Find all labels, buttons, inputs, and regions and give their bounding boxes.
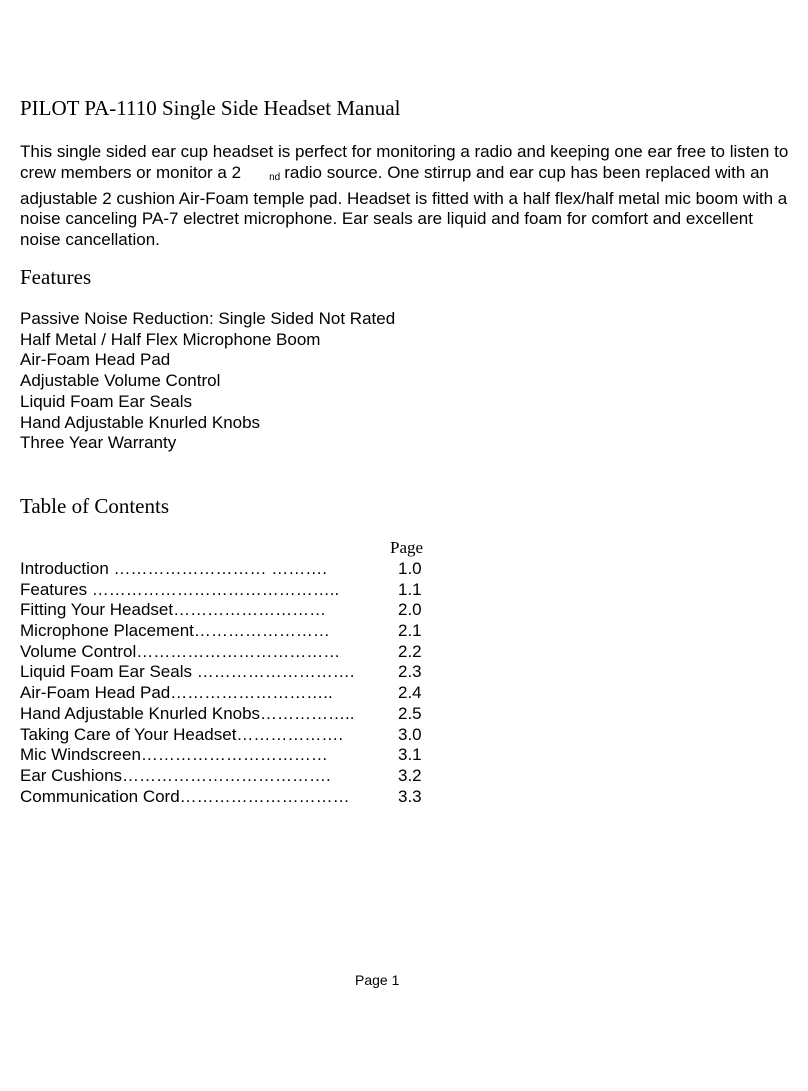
toc-entry-label: Ear Cushions………………………………. <box>20 765 331 785</box>
intro-text-part-2: radio source. One stirrup and ear cup has been replaced with an adjustable 2 cushion Air-Foam temple pad. Headset is fitted with a half flex/half metal mic boom with a noise canceling PA-7 electret microphone. Ear seals are liquid and foam for comfort and excellent noise cancellation. <box>20 162 788 250</box>
feature-item: Passive Noise Reduction: Single Sided Not Rated <box>20 309 396 328</box>
toc-entry-label: Volume Control……………………………… <box>20 641 341 661</box>
toc-entry <box>20 600 440 621</box>
feature-item: Liquid Foam Ear Seals <box>20 391 192 411</box>
toc-heading: Table of Contents <box>20 494 169 518</box>
toc-entry-page: 3.0 <box>398 724 422 744</box>
toc-page-column-header: Page <box>390 538 424 557</box>
toc-entry <box>20 766 440 787</box>
toc-entry-page: 2.1 <box>398 621 422 641</box>
ordinal-suffix: nd <box>269 171 281 183</box>
toc-entry-label: Introduction ……………………… ………. <box>20 559 328 578</box>
features-heading: Features <box>20 265 92 289</box>
feature-item: Adjustable Volume Control <box>20 371 221 391</box>
toc-entry <box>20 621 440 642</box>
toc-entry-page: 2.2 <box>398 641 422 661</box>
toc-entry-page: 2.4 <box>398 683 422 703</box>
toc-entry-page: 2.3 <box>398 662 422 682</box>
toc-entry-page: 3.1 <box>398 745 422 765</box>
toc-entry <box>20 787 440 808</box>
toc-entry-label: Liquid Foam Ear Seals ………………………. <box>20 662 355 682</box>
toc-entry <box>20 725 440 746</box>
toc-entry-label: Microphone Placement…………………… <box>20 621 330 641</box>
toc-entry-label: Taking Care of Your Headset………………. <box>20 724 344 744</box>
toc-entry <box>20 559 440 580</box>
feature-item: Hand Adjustable Knurled Knobs <box>20 412 261 432</box>
intro-paragraph <box>20 142 795 251</box>
toc-entry <box>20 704 440 725</box>
feature-item: Three Year Warranty <box>20 433 177 453</box>
toc-entry <box>20 662 440 683</box>
document-title: PILOT PA-1110 Single Side Headset Manual <box>20 96 401 120</box>
toc-entry <box>20 683 440 704</box>
intro-text-part-1: This single sided ear cup headset is perfect for monitoring a radio and keeping one ear free to listen to crew members or monitor a 2 <box>20 142 789 182</box>
toc-entry-label: Air-Foam Head Pad……………………….. <box>20 683 333 703</box>
feature-item: Half Metal / Half Flex Microphone Boom <box>20 329 321 349</box>
toc-entry <box>20 580 440 601</box>
toc-entry-page: 1.1 <box>398 579 422 599</box>
table-of-contents <box>20 559 440 807</box>
toc-entry-label: Communication Cord………………………… <box>20 786 350 806</box>
toc-entry-page: 3.3 <box>398 786 422 806</box>
toc-entry <box>20 642 440 663</box>
page-number-footer: Page 1 <box>355 972 400 988</box>
toc-entry-label: Mic Windscreen…………………………… <box>20 745 328 765</box>
feature-item: Air-Foam Head Pad <box>20 350 171 370</box>
toc-entry-label: Hand Adjustable Knurled Knobs…………….. <box>20 703 355 723</box>
toc-entry-page: 2.0 <box>398 600 422 620</box>
toc-entry-page: 2.5 <box>398 703 422 723</box>
toc-entry-page: 1.0 <box>398 559 422 578</box>
toc-entry-label: Fitting Your Headset……………………… <box>20 600 327 620</box>
toc-entry <box>20 745 440 766</box>
features-list <box>20 309 395 454</box>
toc-entry-page: 3.2 <box>398 765 422 785</box>
toc-entry-label: Features …………………………………….. <box>20 579 340 599</box>
